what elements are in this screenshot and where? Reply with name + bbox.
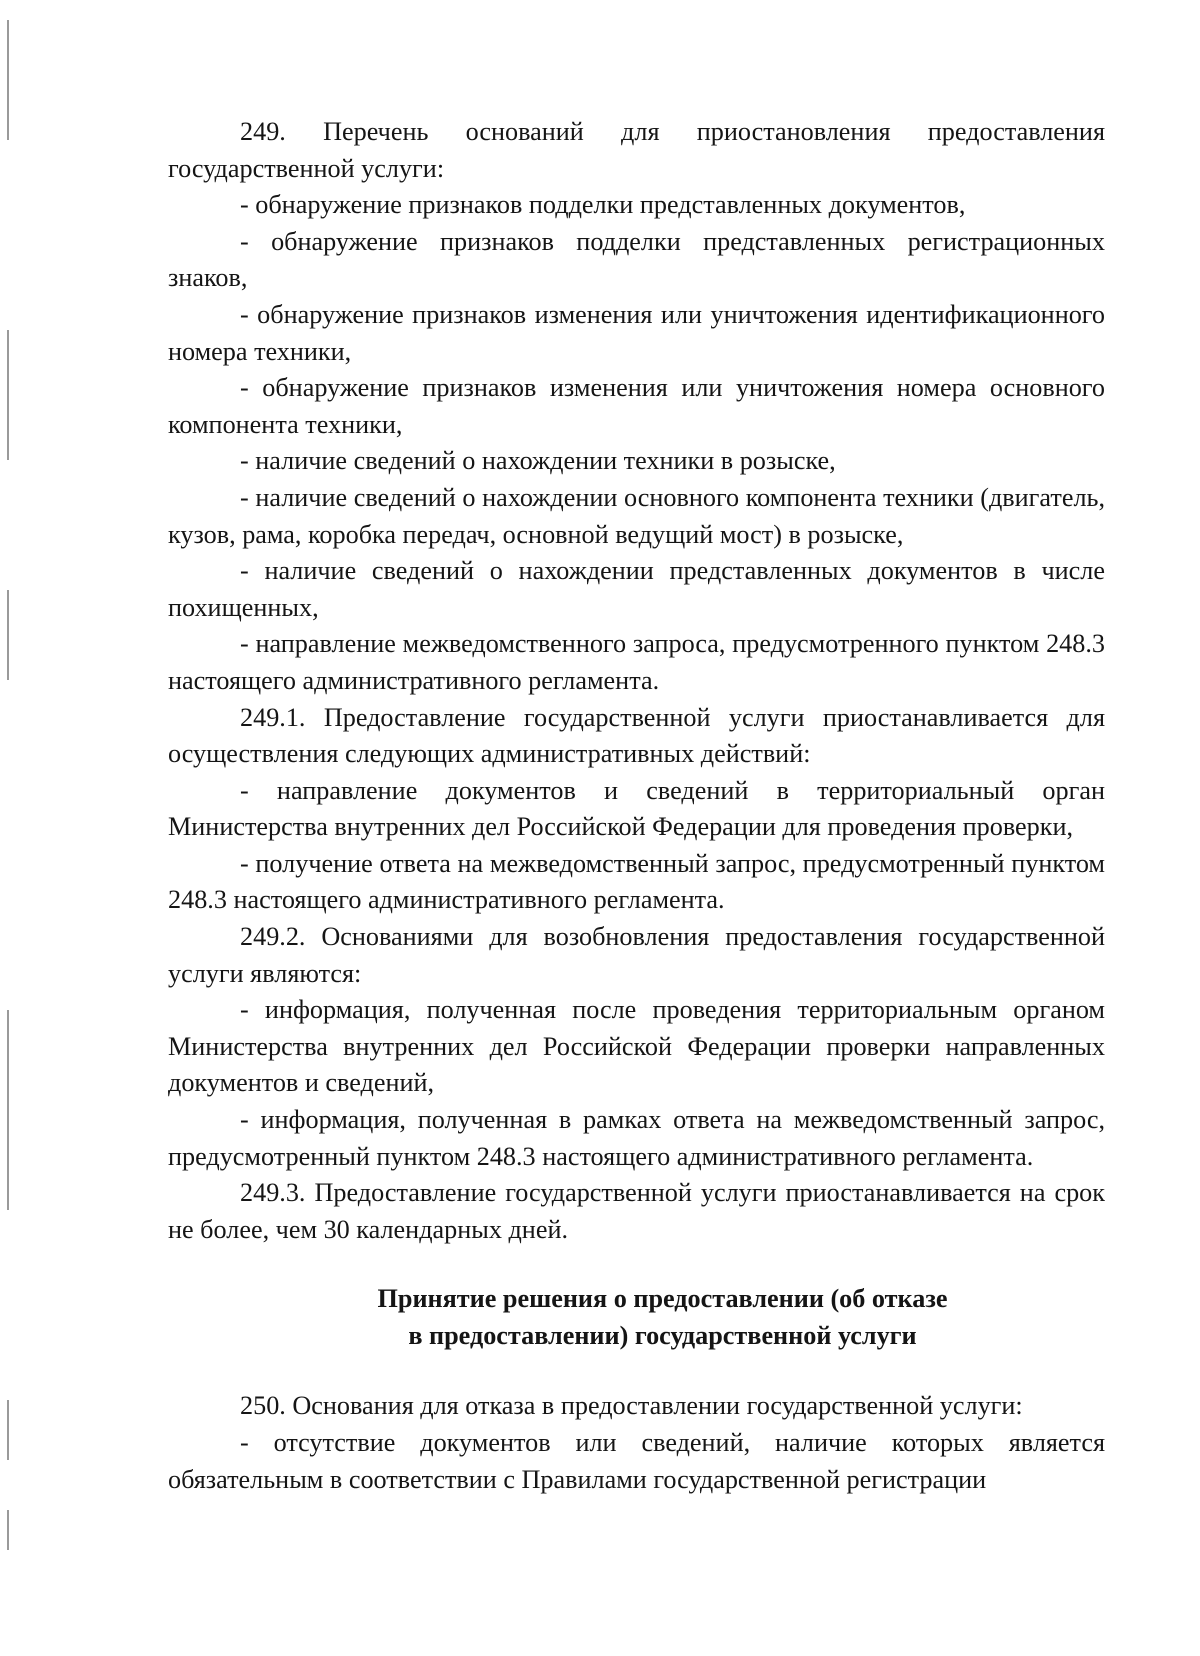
paragraph: - обнаружение признаков изменения или уничтожения номера основного компонента техники, <box>168 373 1105 439</box>
scan-edge-mark <box>7 590 9 680</box>
paragraph: - получение ответа на межведомственный запрос, предусмотренный пунктом 248.3 настоящего административного регламента. <box>168 848 1105 915</box>
paragraph: 249.2. Основаниями для возобновления предоставления государственной услуги являются: <box>168 922 1105 988</box>
scan-edge-mark <box>7 20 9 140</box>
paragraph: 249.3. Предоставление государственной услуги приостанавливается на срок не более, чем 30 календарных дней. <box>168 1178 1105 1244</box>
scan-edge-mark <box>7 1510 9 1550</box>
paragraph: 250. Основания для отказа в предоставлении государственной услуги: <box>240 1391 1023 1421</box>
scan-edge-mark <box>7 330 9 460</box>
paragraph: - наличие сведений о нахождении техники в розыске, <box>240 446 836 476</box>
scan-edge-mark <box>7 1400 9 1460</box>
paragraph: - наличие сведений о нахождении представленных документов в числе похищенных, <box>168 556 1105 622</box>
scan-edge-mark <box>7 1010 9 1210</box>
paragraph: - отсутствие документов или сведений, наличие которых является обязательным в соответствии с Правилами государственной регистрации <box>168 1428 1105 1494</box>
paragraph: - наличие сведений о нахождении основного компонента техники (двигатель, кузов, рама, коробка передач, основной ведущий мост) в розыске, <box>168 482 1105 549</box>
paragraph: - направление документов и сведений в территориальный орган Министерства внутренних дел Российской Федерации для проведения проверки, <box>168 775 1105 842</box>
paragraph: 249.1. Предоставление государственной услуги приостанавливается для осуществления следующих административных действий: <box>168 702 1105 769</box>
paragraph: - информация, полученная в рамках ответа на межведомственный запрос, предусмотренный пунктом 248.3 настоящего административного регламента. <box>168 1105 1105 1171</box>
section-heading <box>168 1280 1105 1354</box>
paragraph: - информация, полученная после проведения территориальным органом Министерства внутренних дел Российской Федерации проверки направленных документов и сведений, <box>168 995 1105 1098</box>
section-heading-line: Принятие решения о предоставлении (об отказе <box>377 1284 948 1314</box>
document-body <box>168 114 1105 1498</box>
section-heading-line: в предоставлении) государственной услуги <box>408 1321 917 1351</box>
paragraph: - направление межведомственного запроса, предусмотренного пунктом 248.3 настоящего административного регламента. <box>168 629 1105 695</box>
paragraph: - обнаружение признаков изменения или уничтожения идентификационного номера техники, <box>168 299 1105 366</box>
paragraph: - обнаружение признаков подделки представленных документов, <box>240 190 966 220</box>
paragraph: - обнаружение признаков подделки представленных регистрационных знаков, <box>168 226 1105 293</box>
paragraph: 249. Перечень оснований для приостановления предоставления государственной услуги: <box>168 117 1105 183</box>
